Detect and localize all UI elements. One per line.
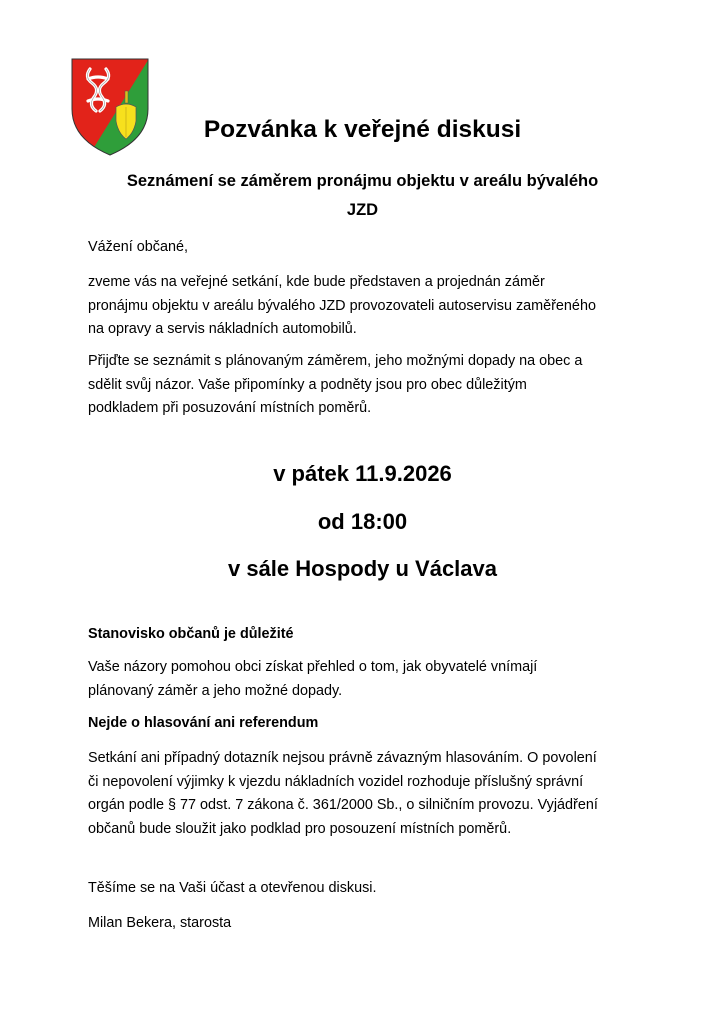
invite-paragraph xyxy=(88,350,648,421)
signature: Milan Bekera, starosta xyxy=(88,915,232,931)
paragraph-line: podkladem při posuzování místních poměrů. xyxy=(88,400,372,416)
paragraph-line: orgán podle § 77 odst. 7 zákona č. 361/2000 Sb., o silničním provozu. Vyjádření xyxy=(88,797,598,813)
paragraph-line: Přijďte se seznámit s plánovaným záměrem, jeho možnými dopady na obec a xyxy=(88,353,583,369)
event-time: od 18:00 xyxy=(317,509,408,534)
subtitle-line: Seznámení se záměrem pronájmu objektu v areálu bývalého xyxy=(126,172,599,190)
coat-of-arms-icon xyxy=(70,57,150,157)
intro-paragraph xyxy=(88,271,648,342)
greeting: Vážení občané, xyxy=(88,239,189,255)
document-title: Pozvánka k veřejné diskusi xyxy=(203,116,522,143)
subtitle-line: JZD xyxy=(346,201,379,219)
paragraph-line: Setkání ani případný dotazník nejsou právně závazným hlasováním. O povolení xyxy=(88,750,597,766)
section-heading: Stanovisko občanů je důležité xyxy=(88,626,294,642)
event-place: v sále Hospody u Václava xyxy=(227,556,498,581)
section-paragraph xyxy=(88,747,648,841)
paragraph-line: plánovaný záměr a jeho možné dopady. xyxy=(88,682,343,699)
document-subtitle xyxy=(90,167,635,225)
paragraph-line: zveme vás na veřejné setkání, kde bude představen a projednán záměr xyxy=(88,274,545,290)
section-heading: Nejde o hlasování ani referendum xyxy=(88,715,319,731)
closing-line: Těšíme se na Vaši účast a otevřenou diskusi. xyxy=(88,880,377,896)
section-paragraph xyxy=(88,656,648,703)
event-date: v pátek 11.9.2026 xyxy=(273,461,452,486)
paragraph-line: občanů bude sloužit jako podklad pro posouzení místních poměrů. xyxy=(88,820,512,837)
paragraph-line: či nepovolení výjimky k vjezdu nákladních vozidel rozhoduje příslušný správní xyxy=(88,773,584,790)
paragraph-line: sdělit svůj názor. Vaše připomínky a podněty jsou pro obec důležitým xyxy=(88,376,527,393)
paragraph-line: na opravy a servis nákladních automobilů. xyxy=(88,321,357,337)
paragraph-line: pronájmu objektu v areálu bývalého JZD provozovateli autoservisu zaměřeného xyxy=(88,297,596,314)
paragraph-line: Vaše názory pomohou obci získat přehled o tom, jak obyvatelé vnímají xyxy=(88,659,538,675)
